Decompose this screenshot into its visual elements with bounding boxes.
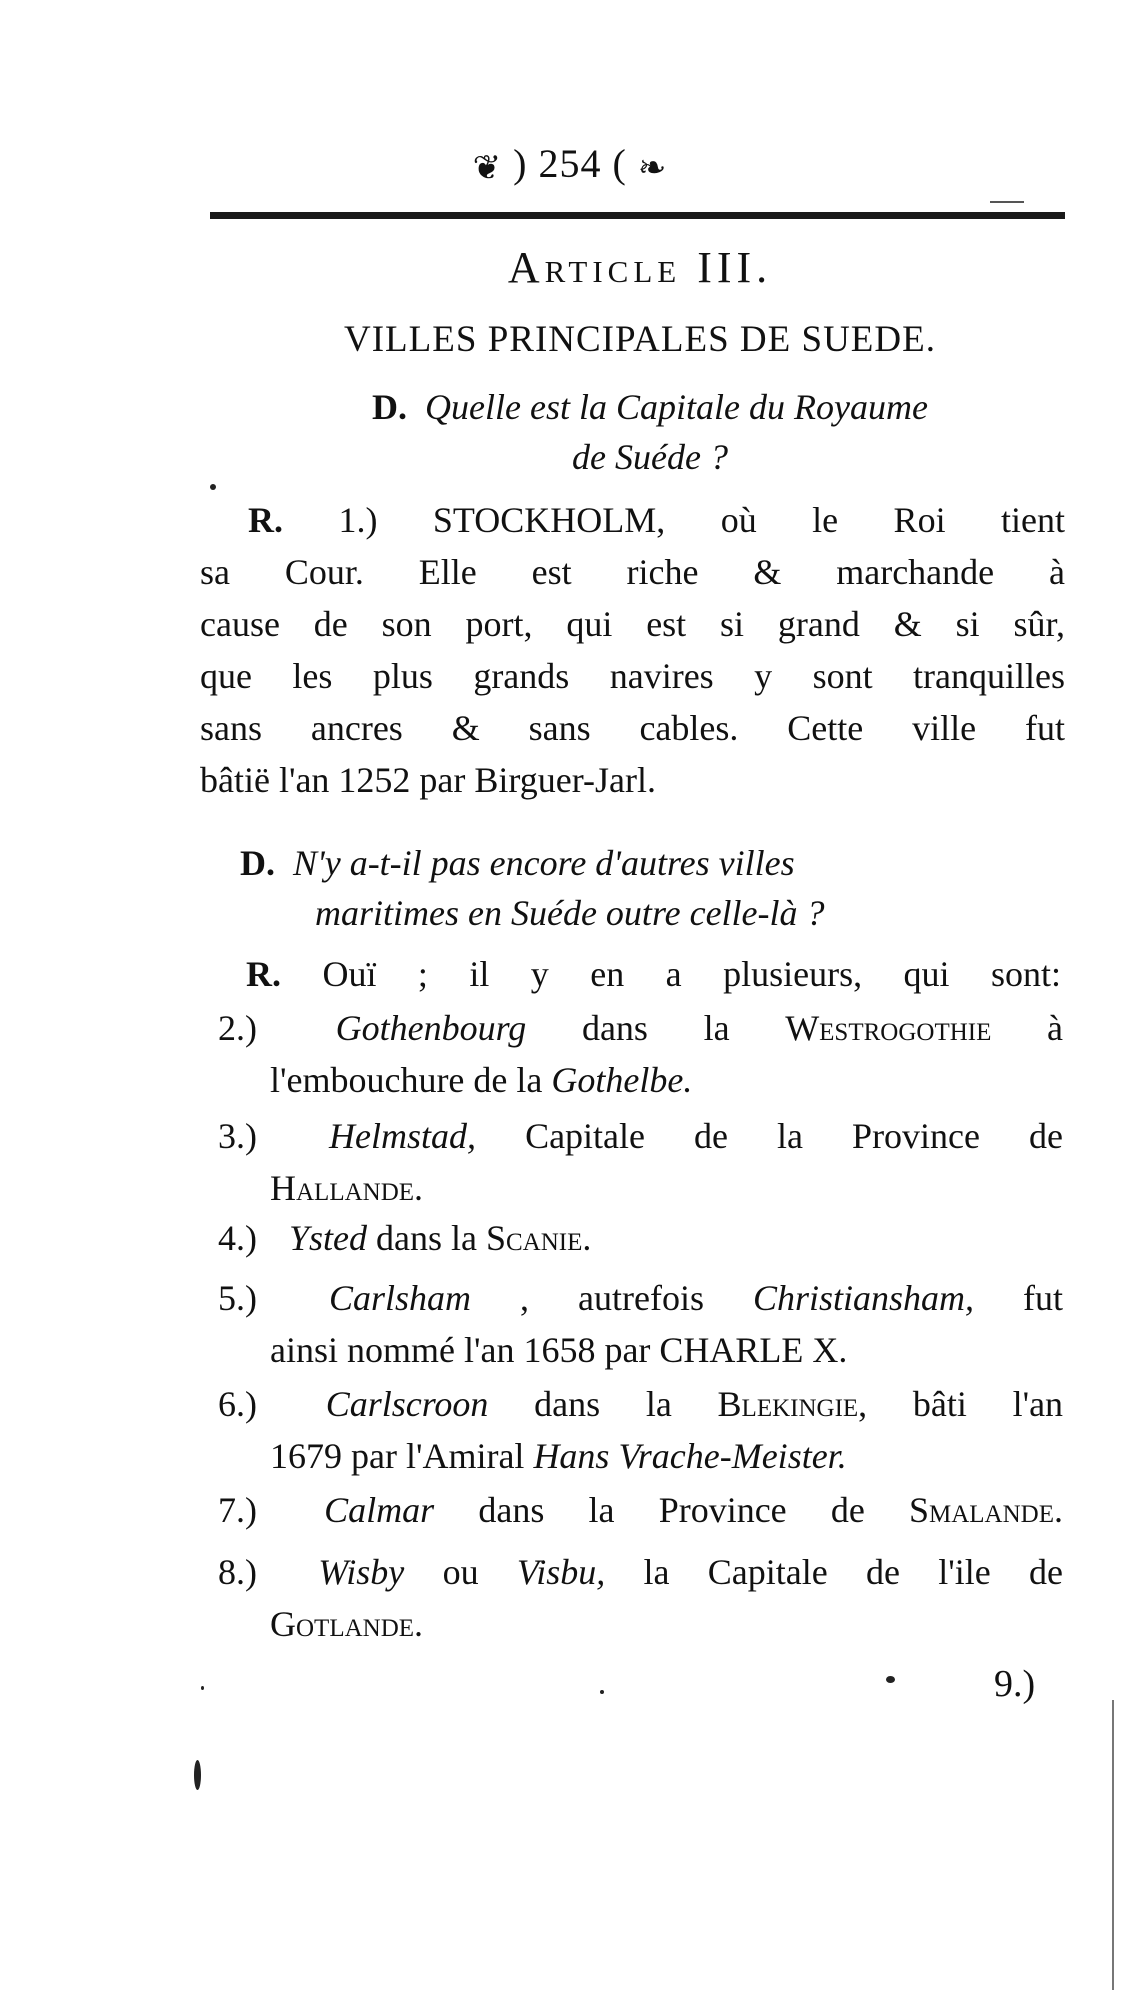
item-text: dans la: [581, 1008, 730, 1048]
item-text: ou: [442, 1552, 479, 1592]
ink-speck: [201, 1686, 204, 1690]
item-number: 3.): [218, 1116, 257, 1156]
ink-speck: [600, 1690, 604, 1694]
list-item: [218, 1484, 1063, 1536]
list-item: [218, 1002, 1063, 1106]
list-item: [218, 1378, 1063, 1482]
page-edge-shadow: [1112, 1700, 1114, 1990]
item-number: 4.): [218, 1218, 257, 1258]
question-2: [240, 838, 1060, 938]
item-text: ainsi nommé l'an 1658 par CHARLE X.: [270, 1330, 848, 1370]
city-name: Helmstad,: [329, 1116, 477, 1156]
admiral-name: Hans Vrache-Meister.: [533, 1436, 847, 1476]
list-item: [218, 1212, 1063, 1264]
region-name: Hallande.: [270, 1168, 424, 1208]
answer-mark: R.: [248, 500, 283, 540]
item-text: dans la Province de: [478, 1490, 865, 1530]
question-line: N'y a-t-il pas encore d'autres villes: [293, 843, 795, 883]
question-mark: D.: [372, 387, 408, 427]
page-number: ) 254 (: [513, 141, 627, 186]
answer-line: sa Cour. Elle est riche & marchande à: [200, 552, 1065, 592]
answer-line: [200, 494, 1065, 546]
region-name: Westrogothie: [785, 1008, 992, 1048]
item-text: Capitale de la Province de: [525, 1116, 1064, 1156]
list-item: [218, 1272, 1063, 1376]
item-text: bâti l'an: [912, 1384, 1064, 1424]
city-name: Gothenbourg: [335, 1008, 527, 1048]
answer-text: Ouï ; il y en a plusieurs, qui sont:: [322, 954, 1062, 994]
answer-line: cause de son port, qui est si grand & si sûr,: [200, 604, 1065, 644]
section-subtitle: VILLES PRINCIPALES DE SUEDE.: [344, 319, 936, 360]
header-rule: [210, 212, 1065, 219]
item-text: dans la: [534, 1384, 672, 1424]
question-line: Quelle est la Capitale du Royaume: [425, 387, 928, 427]
city-name: Wisby: [318, 1552, 405, 1592]
item-number: 6.): [218, 1384, 257, 1424]
right-ornament-icon: ❧: [637, 149, 668, 187]
river-name: Gothelbe.: [551, 1060, 693, 1100]
item-number: 2.): [218, 1008, 257, 1048]
region-name: Smalande.: [908, 1490, 1063, 1530]
alternate-name: Visbu,: [516, 1552, 606, 1592]
item-text: l'embouchure de la: [270, 1060, 543, 1100]
item-number: 5.): [218, 1278, 257, 1318]
question-line: de Suéde ?: [572, 437, 728, 477]
former-name: Christiansham,: [752, 1278, 975, 1318]
item-text: à: [1047, 1008, 1063, 1048]
question-line: maritimes en Suéde outre celle-là ?: [315, 893, 825, 933]
city-name: Carlsham: [329, 1278, 472, 1318]
city-name: Carlscroon: [325, 1384, 489, 1424]
list-item: [218, 1546, 1063, 1650]
ink-speck: [210, 484, 216, 490]
item-text: , autrefois: [520, 1278, 704, 1318]
article-title: Article III.: [507, 243, 773, 292]
question-1: [260, 382, 1040, 482]
region-name: Blekingie,: [717, 1384, 868, 1424]
list-item: [218, 1110, 1063, 1214]
answer-mark: R.: [246, 954, 281, 994]
header-tick: [990, 201, 1024, 203]
answer-line: sans ancres & sans cables. Cette ville fut: [200, 708, 1065, 748]
answer-text: 1.) STOCKHOLM, où le Roi tient: [338, 500, 1065, 540]
item-text: fut: [1023, 1278, 1064, 1318]
item-number: 8.): [218, 1552, 257, 1592]
answer-2: [246, 948, 1061, 1000]
answer-line: que les plus grands navires y sont tranquilles: [200, 656, 1065, 696]
region-name: Gotlande.: [270, 1604, 424, 1644]
ink-speck: [194, 1760, 201, 1790]
item-text: la Capitale de l'ile de: [643, 1552, 1064, 1592]
item-text: dans la: [376, 1218, 477, 1258]
question-mark: D.: [240, 843, 275, 883]
answer-1: [200, 494, 1065, 806]
page-header: [0, 140, 1140, 188]
item-number: 7.): [218, 1490, 257, 1530]
region-name: Scanie.: [485, 1218, 592, 1258]
city-name: Ysted: [289, 1218, 368, 1258]
catchword: 9.): [994, 1663, 1036, 1705]
left-ornament-icon: ❦: [472, 149, 503, 187]
ink-speck: [886, 1676, 895, 1683]
item-text: 1679 par l'Amiral: [270, 1436, 525, 1476]
city-name: Calmar: [324, 1490, 435, 1530]
answer-line: bâtië l'an 1252 par Birguer-Jarl.: [200, 760, 656, 800]
